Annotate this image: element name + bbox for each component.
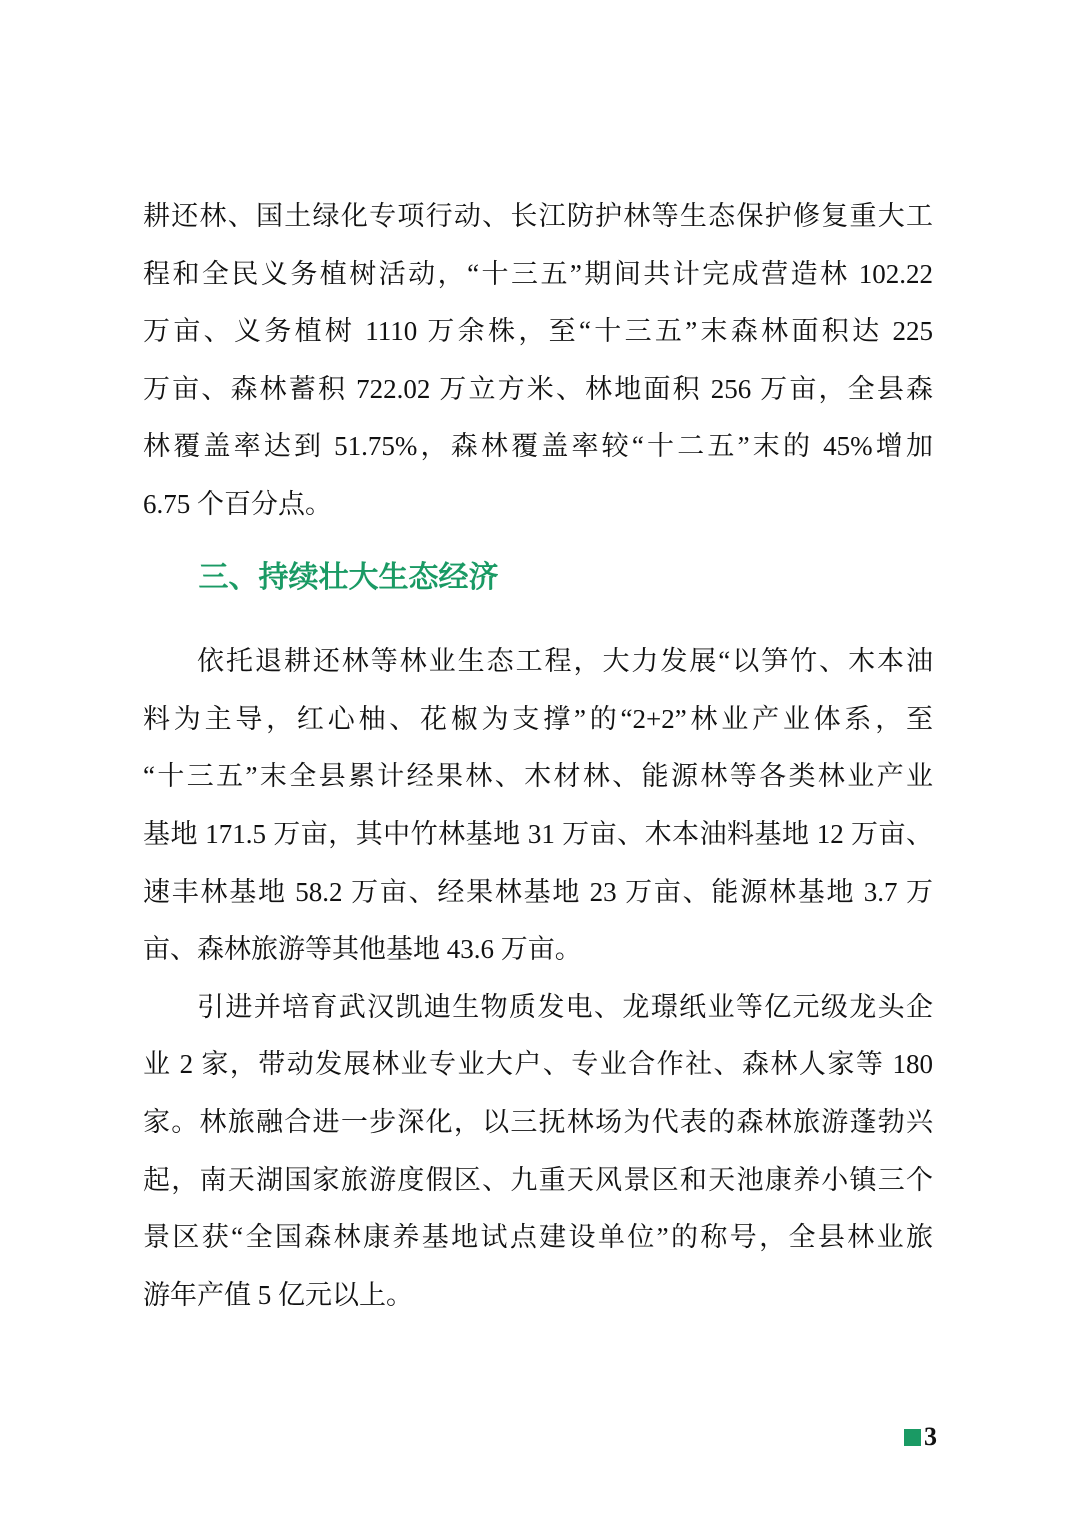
text-line: 料为主导，红心柚、花椒为支撑”的“2+2”林业产业体系，至 bbox=[143, 703, 933, 734]
page-footer bbox=[904, 1424, 937, 1450]
page-number: 3 bbox=[924, 1422, 937, 1451]
text-line: 6.75 个百分点。 bbox=[143, 488, 332, 519]
text-line: 亩、森林旅游等其他基地 43.6 万亩。 bbox=[143, 934, 582, 965]
text-line: 耕还林、国土绿化专项行动、长江防护林等生态保护修复重大工 bbox=[143, 201, 933, 231]
text-line: 景区获“全国森林康养基地试点建设单位”的称号，全县林业旅 bbox=[143, 1222, 933, 1253]
paragraph-eco-industry bbox=[143, 633, 933, 979]
footer-accent-square bbox=[904, 1429, 921, 1446]
text-line: 基地 171.5 万亩，其中竹林基地 31 万亩、木本油料基地 12 万亩、 bbox=[143, 818, 933, 849]
text-line: 业 2 家，带动发展林业专业大户、专业合作社、森林人家等 180 bbox=[143, 1049, 933, 1080]
text-line: 游年产值 5 亿元以上。 bbox=[143, 1279, 413, 1310]
paragraph-continued bbox=[143, 188, 933, 534]
text-line: 林覆盖率达到 51.75%，森林覆盖率较“十二五”末的 45%增加 bbox=[143, 431, 933, 462]
text-line: 万亩、森林蓄积 722.02 万立方米、林地面积 256 万亩，全县森 bbox=[143, 373, 933, 404]
text-line: 起，南天湖国家旅游度假区、九重天风景区和天池康养小镇三个 bbox=[143, 1164, 933, 1195]
text-line: 万亩、义务植树 1110 万余株，至“十三五”末森林面积达 225 bbox=[143, 316, 933, 347]
paragraph-enterprises bbox=[143, 979, 933, 1325]
text-line: 依托退耕还林等林业生态工程，大力发展“以笋竹、木本油 bbox=[197, 646, 933, 677]
text-line: 程和全民义务植树活动，“十三五”期间共计完成营造林 102.22 bbox=[143, 258, 933, 289]
text-line: “十三五”末全县累计经果林、木材林、能源林等各类林业产业 bbox=[143, 761, 933, 792]
text-line: 引进并培育武汉凯迪生物质发电、龙璟纸业等亿元级龙头企 bbox=[197, 991, 933, 1022]
page-content bbox=[143, 188, 933, 1324]
section-heading: 三、持续壮大生态经济 bbox=[198, 560, 499, 594]
text-line: 速丰林基地 58.2 万亩、经果林基地 23 万亩、能源林基地 3.7 万 bbox=[143, 876, 933, 907]
text-line: 家。林旅融合进一步深化，以三抚林场为代表的森林旅游蓬勃兴 bbox=[143, 1106, 933, 1137]
